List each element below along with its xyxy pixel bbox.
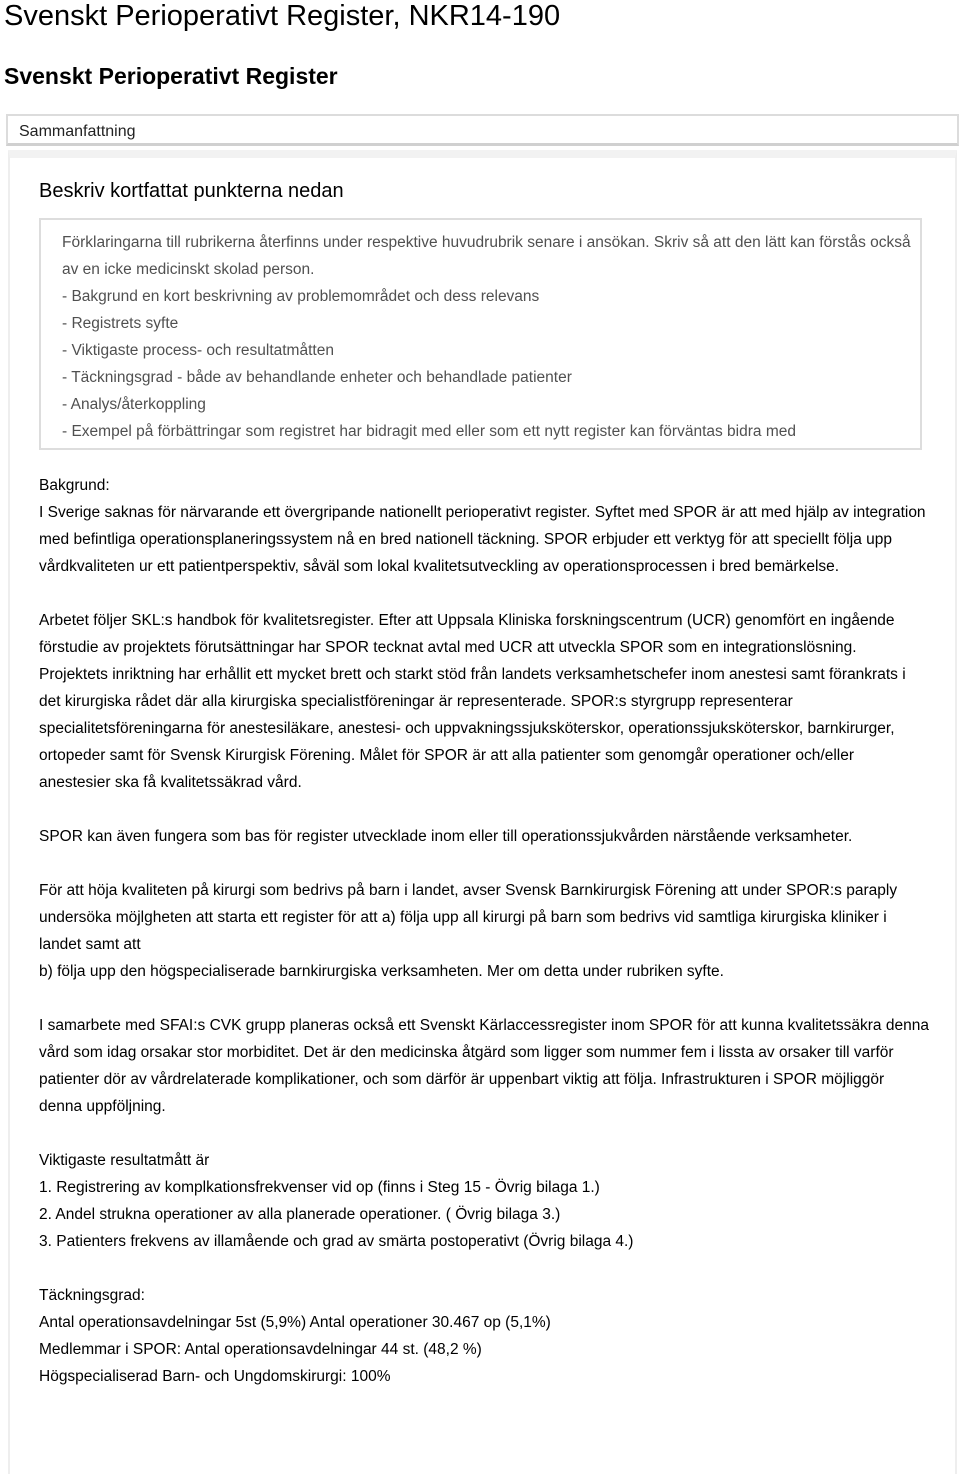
heading-resultat: Viktigaste resultatmått är xyxy=(39,1152,210,1169)
answer-paragraph: b) följa upp den högspecialiserade barnkirurgiska verksamheten. Mer om detta under rubriken syfte. xyxy=(39,963,724,980)
heading-bakgrund: Bakgrund: xyxy=(39,477,110,494)
help-item: - Bakgrund en kort beskrivning av problemområdet och dess relevans xyxy=(62,288,540,305)
section-header-label: Sammanfattning xyxy=(19,123,136,140)
answer-paragraph: För att höja kvaliteten på kirurgi som bedrivs på barn i landet, avser Svensk Barnkirurgisk Förening att under SPOR:s paraply undersöka möjlgheten att starta ett register för att a) följa upp all kirurgi på barn som bedrivs vid samtliga kirurgiska kliniker i landet samt att xyxy=(39,882,898,953)
resultat-item: 1. Registrering av komplkationsfrekvenser vid op (finns i Steg 15 - Övrig bilaga 1.) xyxy=(39,1179,600,1196)
answer-paragraph: Arbetet följer SKL:s handbok för kvalitetsregister. Efter att Uppsala Kliniska forskningscentrum (UCR) genomfört en ingående förstudie av projektets förutsättningar har SPOR tecknat avtal med UCR att utveckla SPOR som en integrationslösning. Projektets inriktning har erhållit ett mycket brett och starkt stöd från landets verksamhetschefer inom anestesi samt förankrats i det kirurgiska rådet där alla kirurgiska specialistföreningar är representerade. SPOR:s styrgrupp representerar specialitetsföreningarna för anestesiläkare, anestesi- och uppvakningssjuksköterskor, operationssjuksköterskor, barnkirurger, ortopeder samt för Svensk Kirurgisk Förening. Målet för SPOR är att alla patienter som genomgår operationer och/eller anestesier ska få kvalitetssäkrad vård. xyxy=(39,612,906,791)
help-text xyxy=(62,229,912,445)
resultat-item: 2. Andel strukna operationer av alla planerade operationer. ( Övrig bilaga 3.) xyxy=(39,1206,561,1223)
help-item: - Registrets syfte xyxy=(62,315,179,332)
question-label: Beskriv kortfattat punkterna nedan xyxy=(39,180,344,202)
help-box xyxy=(39,218,922,450)
help-item: - Täckningsgrad - både av behandlande enheter och behandlade patienter xyxy=(62,369,572,386)
answer-paragraph: I Sverige saknas för närvarande ett övergripande nationellt perioperativt register. Syftet med SPOR är att med hjälp av integration med befintliga operationsplaneringssystem nå en bred nationell täckning. SPOR erbjuder ett verktyg för att speciellt följa upp vårdkvaliteten ur ett patientperspektiv, såväl som lokal kvalitetsutveckling av operationsprocessen i bred bemärkelse. xyxy=(39,504,926,575)
answer-paragraph: SPOR kan även fungera som bas för register utvecklade inom eller till operationssjukvården närstående verksamheter. xyxy=(39,828,853,845)
tackning-item: Medlemmar i SPOR: Antal operationsavdelningar 44 st. (48,2 %) xyxy=(39,1341,482,1358)
register-name: Svenskt Perioperativt Register xyxy=(4,63,338,89)
help-item: - Exempel på förbättringar som registret har bidragit med eller som ett nytt register kan förväntas bidra med xyxy=(62,423,796,440)
help-item: - Analys/återkoppling xyxy=(62,396,206,413)
document-title: Svenskt Perioperativt Register, NKR14-190 xyxy=(4,0,561,32)
tackning-item: Antal operationsavdelningar 5st (5,9%) Antal operationer 30.467 op (5,1%) xyxy=(39,1314,551,1331)
resultat-item: 3. Patienters frekvens av illamående och grad av smärta postoperativt (Övrig bilaga 4.) xyxy=(39,1233,634,1250)
help-intro: Förklaringarna till rubrikerna återfinns under respektive huvudrubrik senare i ansökan. Skriv så att den lätt kan förstås också av en icke medicinskt skolad person. xyxy=(62,234,911,278)
answer-paragraph: I samarbete med SFAI:s CVK grupp planeras också ett Svenskt Kärlaccessregister inom SPOR för att kunna kvalitetssäkra denna vård som idag orsakar stor morbiditet. Det är den medicinska åtgärd som ligger som nummer fem i lissta av orsaker till varför patienter dör av vårdrelaterade komplikationer, och som därför är uppenbart viktig att följa. Infrastrukturen i SPOR möjliggör denna uppföljning. xyxy=(39,1017,929,1115)
answer-text xyxy=(39,472,929,1390)
help-item: - Viktigaste process- och resultatmåtten xyxy=(62,342,334,359)
tackning-item: Högspecialiserad Barn- och Ungdomskirurgi: 100% xyxy=(39,1368,391,1385)
section-header xyxy=(6,114,959,146)
heading-tackning: Täckningsgrad: xyxy=(39,1287,145,1304)
